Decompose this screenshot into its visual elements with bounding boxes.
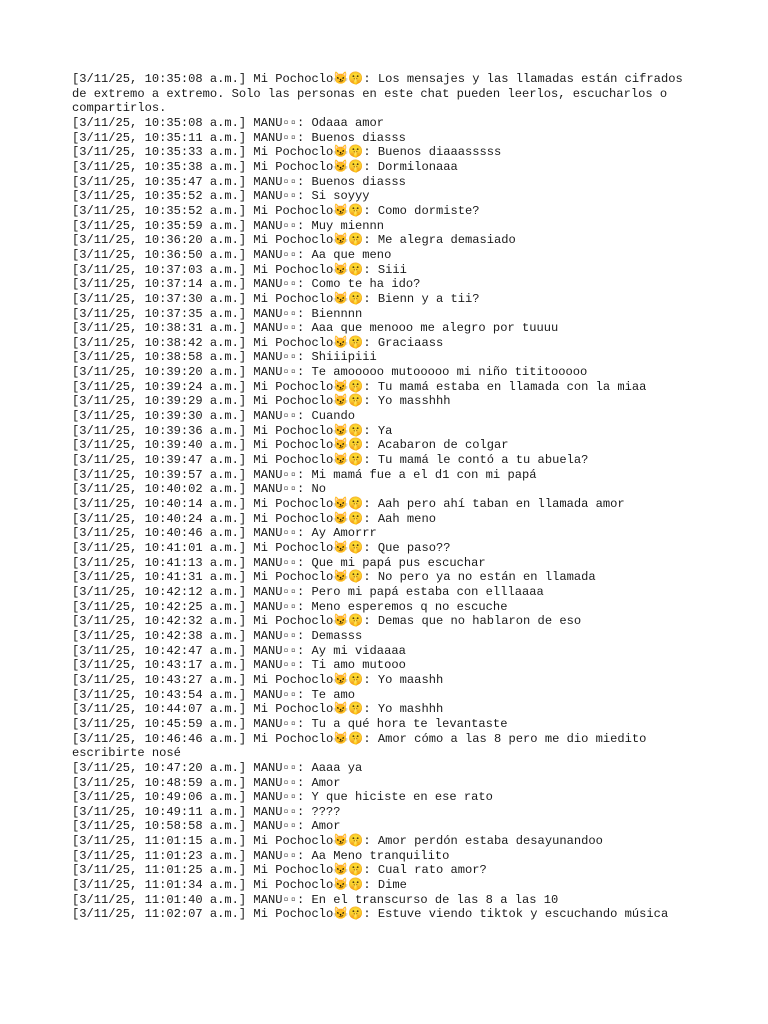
message-line: [3/11/25, 10:58:58 a.m.] MANU▫▫: Amor: [72, 819, 341, 834]
chat-transcript: [72, 72, 700, 922]
message-line: [3/11/25, 10:41:01 a.m.] Mi Pochoclo😼🤫: Que paso??: [72, 541, 451, 555]
message-line: [3/11/25, 10:36:50 a.m.] MANU▫▫: Aa que meno: [72, 247, 392, 262]
message-line: [3/11/25, 10:39:57 a.m.] MANU▫▫: Mi mamá fue a el d1 con mi papá: [72, 467, 537, 482]
message-line: [3/11/25, 10:41:31 a.m.] Mi Pochoclo😼🤫: No pero ya no están en llamada: [72, 570, 596, 585]
message-line: [3/11/25, 10:42:25 a.m.] MANU▫▫: Meno esperemos q no escuche: [72, 599, 508, 614]
message-line: [3/11/25, 11:01:40 a.m.] MANU▫▫: En el transcurso de las 8 a las 10: [72, 892, 559, 907]
message-line: [3/11/25, 10:46:46 a.m.] Mi Pochoclo😼🤫: Amor cómo a las 8 pero me dio miedito escribirte nosé: [72, 731, 654, 761]
message-line: [3/11/25, 10:42:38 a.m.] MANU▫▫: Demasss: [72, 628, 363, 643]
message-line: [3/11/25, 11:01:15 a.m.] Mi Pochoclo😼🤫: Amor perdón estaba desayunandoo: [72, 834, 603, 849]
message-line: [3/11/25, 10:40:02 a.m.] MANU▫▫: No: [72, 482, 327, 497]
message-line: [3/11/25, 10:35:33 a.m.] Mi Pochoclo😼🤫: Buenos diaaasssss: [72, 145, 502, 160]
message-line: [3/11/25, 10:47:20 a.m.] MANU▫▫: Aaaa ya: [72, 760, 363, 775]
message-line: [3/11/25, 10:39:36 a.m.] Mi Pochoclo😼🤫: Ya: [72, 423, 393, 438]
message-line: [3/11/25, 10:41:13 a.m.] MANU▫▫: Que mi papá pus escuchar: [72, 555, 486, 570]
message-line: [3/11/25, 10:44:07 a.m.] Mi Pochoclo😼🤫: Yo mashhh: [72, 702, 444, 717]
message-line: [3/11/25, 10:35:11 a.m.] MANU▫▫: Buenos diasss: [72, 130, 406, 145]
message-line: [3/11/25, 10:38:58 a.m.] MANU▫▫: Shiiipiii: [72, 350, 377, 365]
message-line: [3/11/25, 11:01:34 a.m.] Mi Pochoclo😼🤫: Dime: [72, 878, 407, 893]
message-line: [3/11/25, 10:37:14 a.m.] MANU▫▫: Como te ha ido?: [72, 277, 421, 292]
message-line: [3/11/25, 10:43:27 a.m.] Mi Pochoclo😼🤫: Yo maashh: [72, 672, 444, 687]
message-line: [3/11/25, 10:35:08 a.m.] MANU▫▫: Odaaa amor: [72, 115, 385, 130]
message-line: [3/11/25, 10:37:35 a.m.] MANU▫▫: Biennnn: [72, 306, 363, 321]
message-line: [3/11/25, 10:38:31 a.m.] MANU▫▫: Aaa que menooo me alegro por tuuuu: [72, 321, 559, 336]
message-line: [3/11/25, 10:39:29 a.m.] Mi Pochoclo😼🤫: Yo masshhh: [72, 394, 451, 409]
message-line: [3/11/25, 10:48:59 a.m.] MANU▫▫: Amor: [72, 775, 341, 790]
message-line: [3/11/25, 10:35:47 a.m.] MANU▫▫: Buenos diasss: [72, 174, 406, 189]
message-line: [3/11/25, 10:43:54 a.m.] MANU▫▫: Te amo: [72, 687, 356, 702]
message-line: [3/11/25, 10:39:47 a.m.] Mi Pochoclo😼🤫: Tu mamá le contó a tu abuela?: [72, 453, 589, 468]
message-line: [3/11/25, 10:38:42 a.m.] Mi Pochoclo😼🤫: Graciaass: [72, 335, 444, 350]
message-line: [3/11/25, 10:37:30 a.m.] Mi Pochoclo😼🤫: Bienn y a tii?: [72, 291, 480, 306]
message-line: [3/11/25, 10:45:59 a.m.] MANU▫▫: Tu a qué hora te levantaste: [72, 716, 508, 731]
message-line: [3/11/25, 10:35:08 a.m.] Mi Pochoclo😼🤫: Los mensajes y las llamadas están cifrados de extremo a extremo. Solo las personas en este chat pueden leerlos, escucharlos o compartirlos.: [72, 72, 690, 116]
message-line: [3/11/25, 11:01:25 a.m.] Mi Pochoclo😼🤫: Cual rato amor?: [72, 863, 487, 878]
message-line: [3/11/25, 10:39:24 a.m.] Mi Pochoclo😼🤫: Tu mamá estaba en llamada con la miaa: [72, 379, 647, 394]
message-line: [3/11/25, 10:36:20 a.m.] Mi Pochoclo😼🤫: Me alegra demasiado: [72, 233, 516, 248]
message-line: [3/11/25, 10:43:17 a.m.] MANU▫▫: Ti amo mutooo: [72, 658, 406, 673]
message-line: [3/11/25, 10:40:46 a.m.] MANU▫▫: Ay Amorrr: [72, 526, 377, 541]
message-line: [3/11/25, 10:39:30 a.m.] MANU▫▫: Cuando: [72, 409, 356, 424]
message-line: [3/11/25, 10:39:20 a.m.] MANU▫▫: Te amooooo mutooooo mi niño tititooooo: [72, 365, 588, 380]
message-line: [3/11/25, 11:02:07 a.m.] Mi Pochoclo😼🤫: Estuve viendo tiktok y escuchando música: [72, 907, 669, 922]
message-line: [3/11/25, 10:42:47 a.m.] MANU▫▫: Ay mi vidaaaa: [72, 643, 406, 658]
message-line: [3/11/25, 10:49:06 a.m.] MANU▫▫: Y que hiciste en ese rato: [72, 790, 493, 805]
message-line: [3/11/25, 11:01:23 a.m.] MANU▫▫: Aa Meno tranquilito: [72, 848, 450, 863]
message-line: [3/11/25, 10:40:14 a.m.] Mi Pochoclo😼🤫: Aah pero ahí taban en llamada amor: [72, 497, 625, 512]
message-line: [3/11/25, 10:40:24 a.m.] Mi Pochoclo😼🤫: Aah meno: [72, 511, 436, 526]
message-line: [3/11/25, 10:42:32 a.m.] Mi Pochoclo😼🤫: Demas que no hablaron de eso: [72, 614, 582, 629]
message-line: [3/11/25, 10:37:03 a.m.] Mi Pochoclo😼🤫: Siii: [72, 262, 407, 277]
message-line: [3/11/25, 10:39:40 a.m.] Mi Pochoclo😼🤫: Acabaron de colgar: [72, 438, 509, 453]
message-line: [3/11/25, 10:42:12 a.m.] MANU▫▫: Pero mi papá estaba con elllaaaa: [72, 584, 544, 599]
message-line: [3/11/25, 10:35:59 a.m.] MANU▫▫: Muy miennn: [72, 218, 385, 233]
message-line: [3/11/25, 10:35:52 a.m.] MANU▫▫: Si soyyy: [72, 189, 370, 204]
message-line: [3/11/25, 10:35:38 a.m.] Mi Pochoclo😼🤫: Dormilonaaa: [72, 159, 458, 174]
message-line: [3/11/25, 10:35:52 a.m.] Mi Pochoclo😼🤫: Como dormiste?: [72, 203, 480, 218]
message-line: [3/11/25, 10:49:11 a.m.] MANU▫▫: ????: [72, 804, 341, 819]
